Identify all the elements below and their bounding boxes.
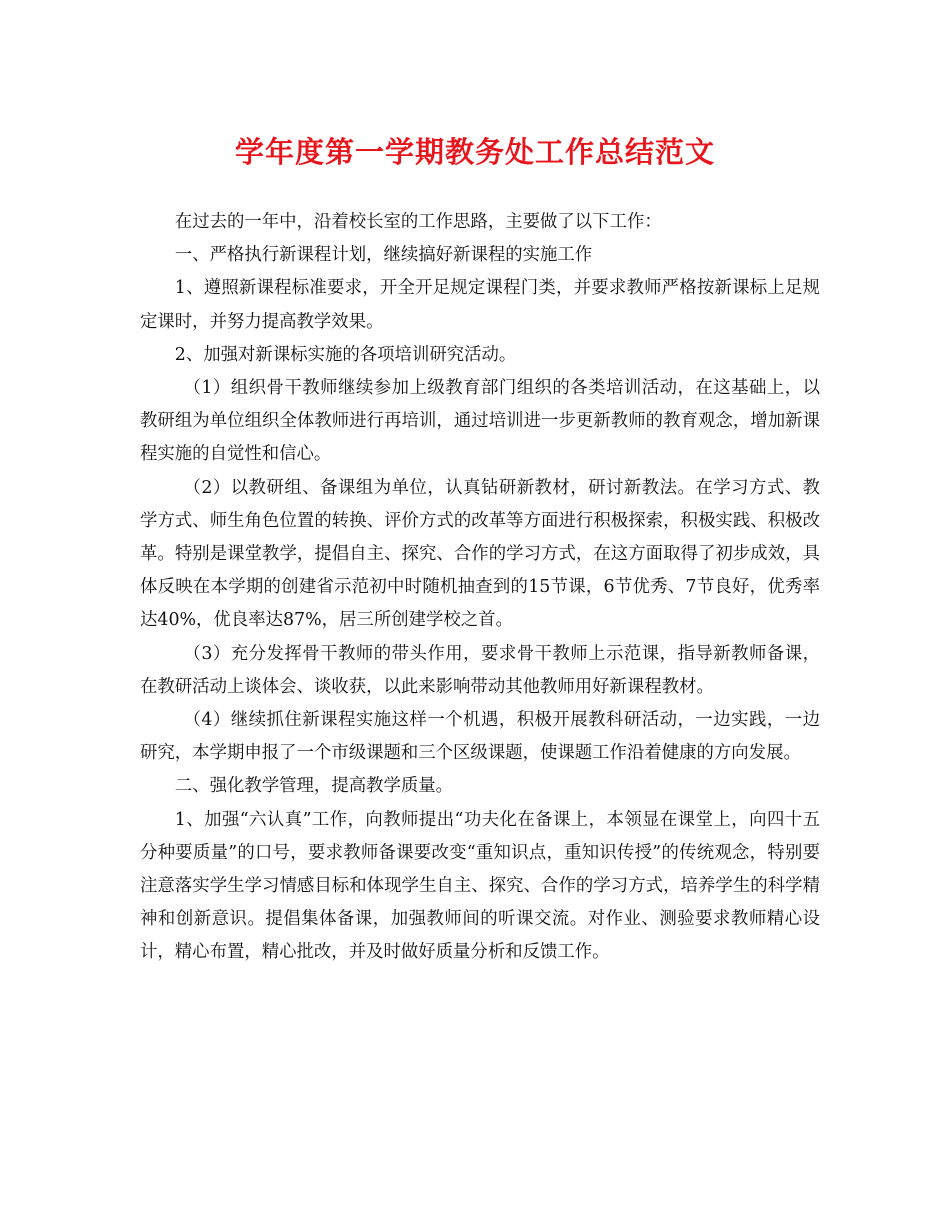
paragraph-1-2-item-1: （1）组织骨干教师继续参加上级教育部门组织的各类培训活动，在这基础上，以教研组为单位组织全体教师进行再培训，通过培训进一步更新教师的教育观念，增加新课程实施的自觉性和信心。 <box>140 378 820 465</box>
paragraph-1-2-item-2: （2）以教研组、备课组为单位，认真钻研新教材，研讨新教法。在学习方式、教学方式、师生角色位置的转换、评价方式的改革等方面进行积极探索，积极实践、积极改革。特别是课堂教学，提倡自主、探究、合作的学习方式，在这方面取得了初步成效，具体反映在本学期的创建省示范初中时随机抽查到的15节课，6节优秀、7节良好，优秀率达40%，优良率达87%，居三所创建学校之首。 <box>140 477 820 631</box>
paragraph-1-1: 1、遵照新课程标准要求，开全开足规定课程门类，并要求教师严格按新课标上足规定课时，并努力提高教学效果。 <box>140 278 820 332</box>
document-body <box>140 206 820 970</box>
document-title: 学年度第一学期教务处工作总结范文 <box>234 135 715 169</box>
paragraph-1-2-item-4: （4）继续抓住新课程实施这样一个机遇，积极开展教科研活动，一边实践，一边研究，本学期申报了一个市级课题和三个区级课题，使课题工作沿着健康的方向发展。 <box>140 710 820 764</box>
paragraph-intro: 在过去的一年中，沿着校长室的工作思路，主要做了以下工作： <box>174 212 662 232</box>
paragraph-1-2-item-3: （3）充分发挥骨干教师的带头作用，要求骨干教师上示范课，指导新教师备课，在教研活动上谈体会、谈收获，以此来影响带动其他教师用好新课程教材。 <box>140 643 820 697</box>
section-heading-2: 二、强化教学管理，提高教学质量。 <box>174 776 454 797</box>
paragraph-1-2: 2、加强对新课标实施的各项培训研究活动。 <box>174 344 517 365</box>
section-heading-1: 一、严格执行新课程计划，继续搞好新课程的实施工作 <box>174 245 593 266</box>
paragraph-2-1: 1、加强“六认真”工作，向教师提出“功夫化在备课上，本领显在课堂上，向四十五分种要质量”的口号，要求教师备课要改变“重知识点，重知识传授”的传统观念，特别要注意落实学生学习情感目标和体现学生自主、探究、合作的学习方式，培养学生的科学精神和创新意识。提倡集体备课，加强教师间的听课交流。对作业、测验要求教师精心设计，精心布置，精心批改，并及时做好质量分析和反馈工作。 <box>140 809 820 963</box>
